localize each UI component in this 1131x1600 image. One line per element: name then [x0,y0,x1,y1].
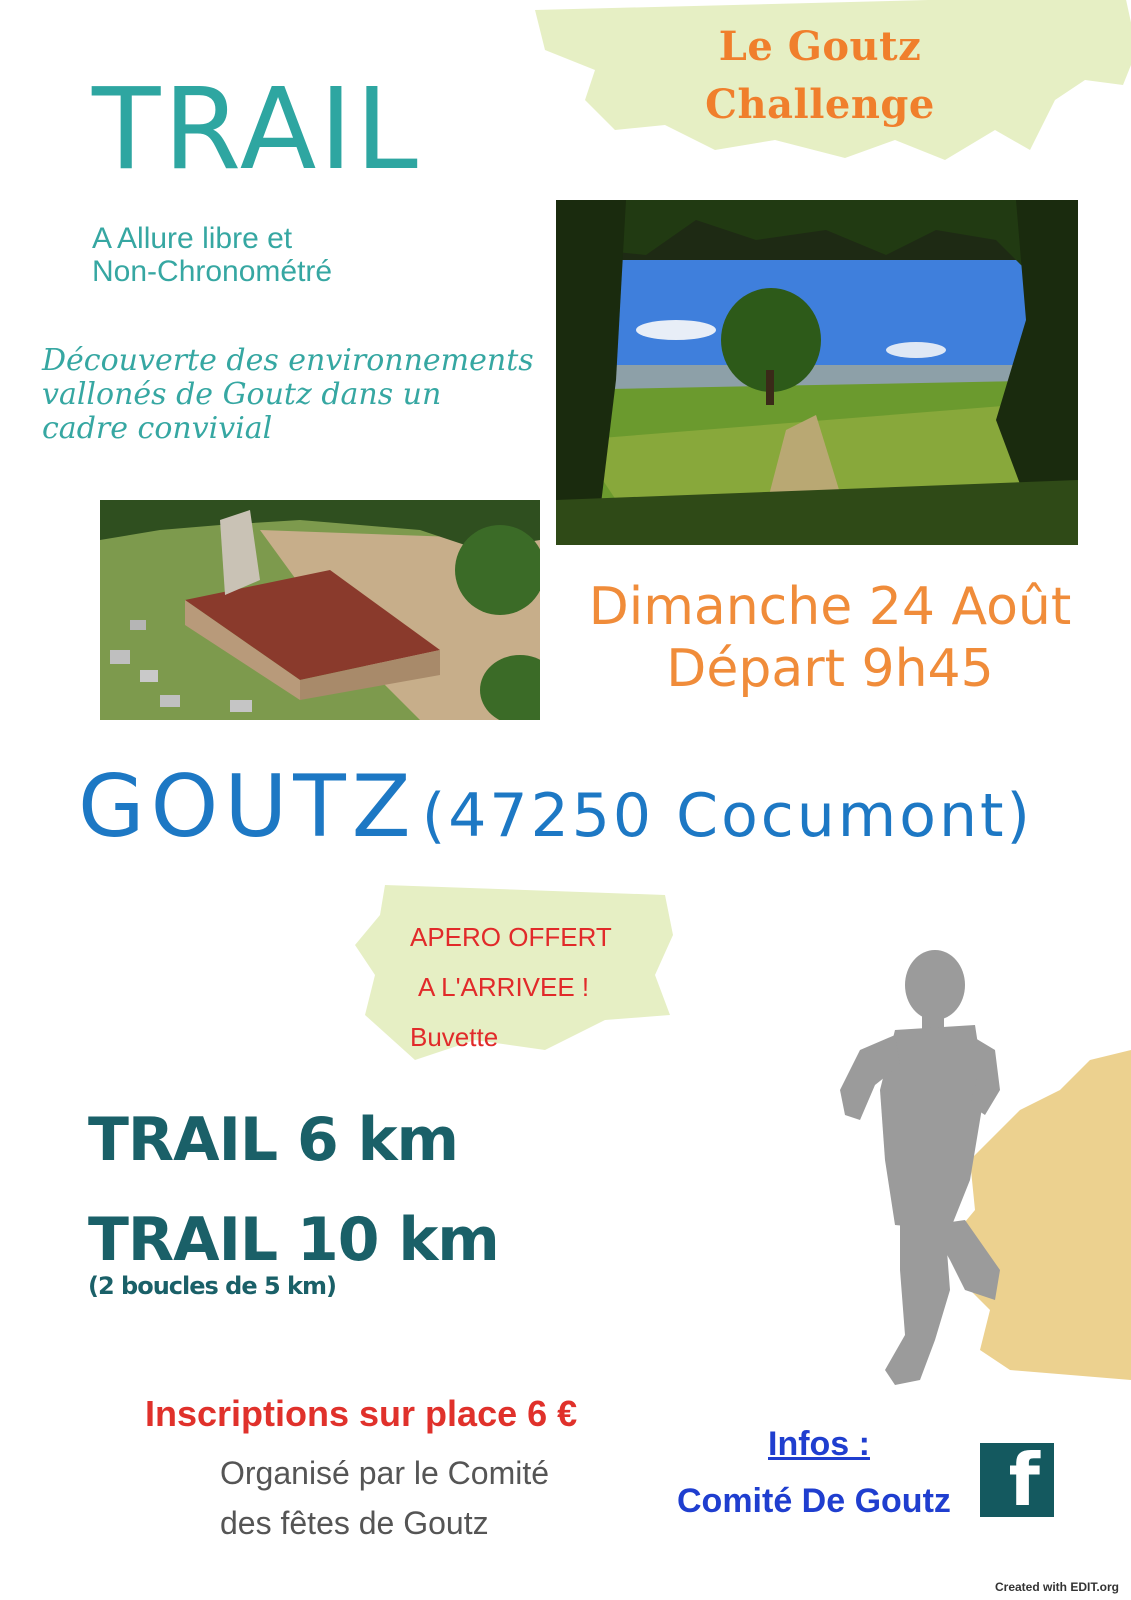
subtitle-line1: A Allure libre et [92,222,293,255]
subtitle-line2: Non-Chronométré [92,255,333,288]
tagline-line1: Découverte des environnements [42,343,534,378]
banner-line1: Le Goutz [718,23,922,70]
apero-line3: Buvette [410,1022,499,1052]
church-photo [100,500,540,720]
race-6km: TRAIL 6 km [88,1105,459,1175]
apero-line2: A L'ARRIVEE ! [418,972,590,1002]
runner-silhouette-icon [800,940,1020,1390]
tagline-line3: cadre convivial [42,411,273,446]
location-town: GOUTZ [78,757,417,857]
race-10km: TRAIL 10 km [88,1205,499,1275]
infos-label: Infos : [768,1425,870,1463]
facebook-icon[interactable]: f [980,1443,1054,1517]
page-title: TRAIL [92,65,421,195]
footer-credit: Created with EDIT.org [995,1580,1120,1594]
apero-line1: APERO OFFERT [410,922,612,952]
event-start-time: Départ 9h45 [666,639,994,699]
landscape-photo [556,200,1078,545]
challenge-banner [640,18,1000,134]
banner-line2: Challenge [705,81,935,128]
apero-notice [410,912,612,1062]
race-10km-note: (2 boucles de 5 km) [88,1272,336,1300]
organiser-line1: Organisé par le Comité [220,1455,550,1491]
tagline-line2: vallonés de Goutz dans un [42,377,442,412]
infos-organisation: Comité De Goutz [677,1482,951,1520]
organiser [220,1448,549,1548]
event-date: Dimanche 24 Août [588,577,1072,637]
tagline [42,344,562,446]
subtitle [92,222,332,288]
event-location [78,757,1098,876]
location-postal: (47250 Cocumont) [421,781,1033,851]
organiser-line2: des fêtes de Goutz [220,1505,489,1541]
registration-price: Inscriptions sur place 6 € [145,1393,578,1434]
